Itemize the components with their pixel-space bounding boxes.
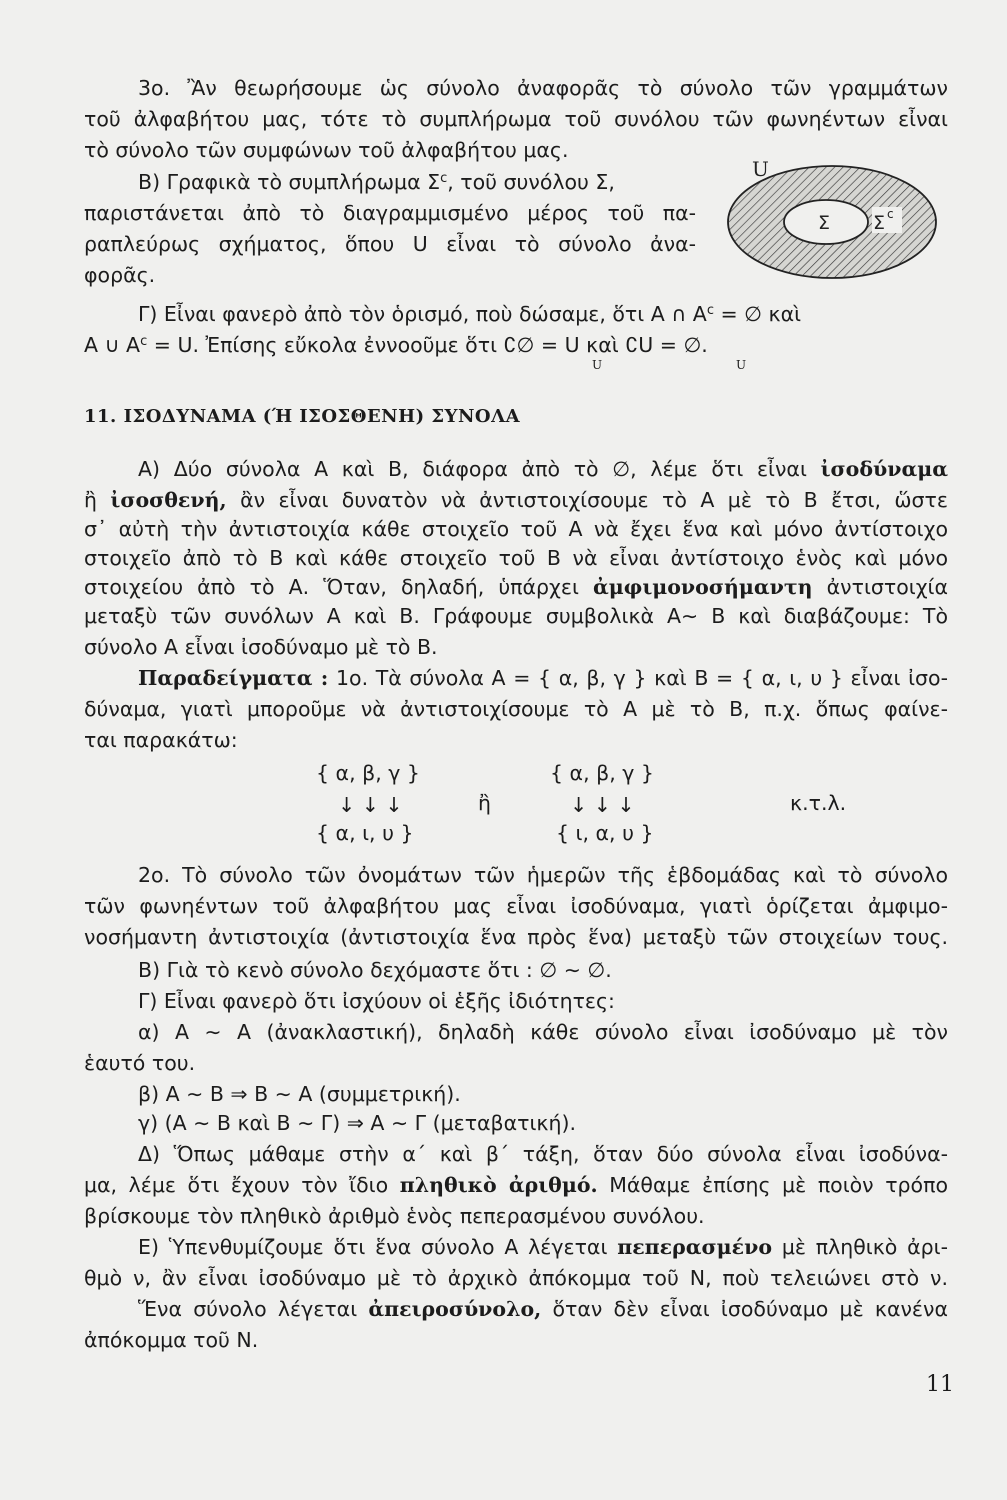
mapping1-bottom-set: { α, ι, υ } (316, 821, 414, 845)
section-heading: 11. ΙΣΟΔΥΝΑΜΑ (Ή ΙΣΟΣΘΕΝΗ) ΣΥΝΟΛΑ (84, 406, 521, 427)
complement-label: Σ (873, 212, 886, 234)
examples-line1: Παραδείγματα : 1ο. Τὰ σύνολα Α = { α, β, γ } καὶ Β = { α, ι, υ } εἶναι ἰσο- (138, 666, 948, 690)
para-d-line2: μα, λέμε ὅτι ἔχουν τὸν ἴδιο πληθικὸ ἀριθμό. Μάθαμε ἐπίσης μὲ ποιὸν τρόπο (84, 1173, 948, 1197)
para-a-line7: σύνολο Α εἶναι ἰσοδύναμο μὲ τὸ Β. (84, 635, 438, 659)
para-d-line3: βρίσκουμε τὸν πληθικὸ ἀριθμὸ ἑνὸς πεπερασμένου συνόλου. (84, 1204, 705, 1228)
para-e-line4: ἀπόκομμα τοῦ Ν. (84, 1328, 259, 1352)
mapping2-bottom-set: { ι, α, υ } (556, 821, 654, 845)
para-g1-line2: A ∪ $A^c = U$. Ἐπίσης εὔκολα ἐννοοῦμε ὅτι ∁∅ = U καὶ ∁U = ∅. (84, 333, 708, 357)
para-2o-line1: 2ο. Τὸ σύνολο τῶν ὀνομάτων τῶν ἡμερῶν τῆς ἑβδομάδας καὶ τὸ σύνολο (138, 863, 948, 887)
mapping2-top-set: { α, β, γ } (550, 761, 654, 785)
complement-subscript-u1: U (592, 358, 603, 372)
para-3o-line3: τὸ σύνολο τῶν συμφώνων τοῦ ἀλφαβήτου μας. (84, 138, 569, 162)
etc-label: κ.τ.λ. (790, 791, 847, 815)
para-2o-line3: νοσήμαντη ἀντιστοιχία (ἀντιστοιχία ἕνα πρὸς ἕνα) μεταξὺ τῶν στοιχείων τους. (84, 925, 948, 949)
property-a-line2: ἑαυτό του. (84, 1051, 196, 1075)
property-b: β) Α ∼ Β ⇒ Β ∼ Α (συμμετρική). (138, 1082, 461, 1106)
para-e-line1: Ε) Ὑπενθυμίζουμε ὅτι ἕνα σύνολο Α λέγεται πεπερασμένο μὲ πληθικὸ ἀρι- (138, 1235, 948, 1259)
para-2o-line2: τῶν φωνηέντων τοῦ ἀλφαβήτου μας εἶναι ἰσοδύναμα, γιατὶ ὁρίζεται ἀμφιμο- (84, 894, 948, 918)
complement-subscript-u2: U (736, 358, 747, 372)
property-a-line1: α) Α ∼ Α (ἀνακλαστική), δηλαδὴ κάθε σύνολο εἶναι ἰσοδύναμο μὲ τὸν (138, 1020, 948, 1044)
property-c: γ) (Α ∼ Β καὶ Β ∼ Γ) ⇒ Α ∼ Γ (μεταβατική). (138, 1111, 577, 1135)
set-label: Σ (818, 212, 831, 234)
para-b2-line1: Β) Γιὰ τὸ κενὸ σύνολο δεχόμαστε ὅτι : ∅ ∼ ∅. (138, 958, 612, 982)
mapping2-arrows: ↓ ↓ ↓ (570, 793, 635, 817)
mapping1-top-set: { α, β, γ } (316, 761, 420, 785)
para-b-line2: παριστάνεται ἀπὸ τὸ διαγραμμισμένο μέρος τοῦ πα- (84, 201, 696, 225)
para-b-line4: φορᾶς. (84, 263, 156, 287)
examples-line3: ται παρακάτω: (84, 728, 238, 752)
complement-sup: c (887, 207, 894, 221)
para-b-line3: ραπλεύρως σχήματος, ὅπου U εἶναι τὸ σύνολο ἀνα- (84, 232, 696, 256)
para-a-line6: μεταξὺ τῶν συνόλων Α καὶ Β. Γράφουμε συμβολικὰ Α∼ Β καὶ διαβάζουμε: Τὸ (84, 604, 948, 628)
para-a-line1: Α) Δύο σύνολα Α καὶ Β, διάφορα ἀπὸ τὸ ∅, λέμε ὅτι εἶναι ἰσοδύναμα (138, 457, 948, 481)
para-a-line4: στοιχεῖο ἀπὸ τὸ Β καὶ κάθε στοιχεῖο τοῦ Β νὰ εἶναι ἀντίστοιχο ἑνὸς καὶ μόνο (84, 546, 948, 570)
page-number: 11 (926, 1372, 954, 1397)
para-a-line5: στοιχείου ἀπὸ τὸ Α. Ὅταν, δηλαδή, ὑπάρχει ἀμφιμονοσήμαντη ἀντιστοιχία (84, 575, 948, 599)
para-3o-line2: τοῦ ἀλφαβήτου μας, τότε τὸ συμπλήρωμα τοῦ συνόλου τῶν φωνηέντων εἶναι (84, 107, 948, 131)
venn-diagram (722, 152, 944, 282)
para-a-line3: σ᾽ αὐτὴ τὴν ἀντιστοιχία κάθε στοιχεῖο τοῦ Α νὰ ἔχει ἕνα καὶ μόνο ἀντίστοιχο (84, 517, 948, 541)
mapping1-arrows: ↓ ↓ ↓ (338, 793, 403, 817)
para-e-line2: θμὸ ν, ἂν εἶναι ἰσοδύναμο μὲ τὸ ἀρχικὸ ἀπόκομμα τοῦ Ν, ποὺ τελειώνει στὸ ν. (84, 1266, 948, 1290)
para-g1-line1: Γ) Εἶναι φανερὸ ἀπὸ τὸν ὁρισμό, ποὺ δώσαμε, ὅτι A ∩ $A^c$ = ∅ καὶ (138, 302, 802, 326)
para-d-line1: Δ) Ὅπως μάθαμε στὴν α΄ καὶ β΄ τάξη, ὅταν δύο σύνολα εἶναι ἰσοδύνα- (138, 1142, 948, 1166)
para-3o-line1: 3ο. Ἂν θεωρήσουμε ὡς σύνολο ἀναφορᾶς τὸ σύνολο τῶν γραμμάτων (138, 76, 948, 100)
para-b-line1: Β) Γραφικὰ τὸ συμπλήρωμα $\Sigma^c$, τοῦ συνόλου Σ, (138, 170, 615, 194)
or-word: ἢ (478, 791, 491, 815)
universe-label: U (752, 157, 769, 181)
para-g2-line1: Γ) Εἶναι φανερὸ ὅτι ἰσχύουν οἱ ἑξῆς ἰδιότητες: (138, 989, 615, 1013)
para-e-line3: Ἕνα σύνολο λέγεται ἀπειροσύνολο, ὅταν δὲν εἶναι ἰσοδύναμο μὲ κανένα (138, 1297, 948, 1321)
examples-line2: δύναμα, γιατὶ μποροῦμε νὰ ἀντιστοιχίσουμε τὸ Α μὲ τὸ Β, π.χ. ὅπως φαίνε- (84, 697, 948, 721)
para-a-line2: ἢ ἰσοσθενή, ἂν εἶναι δυνατὸν νὰ ἀντιστοιχίσουμε τὸ Α μὲ τὸ Β ἔτσι, ὥστε (84, 488, 948, 512)
